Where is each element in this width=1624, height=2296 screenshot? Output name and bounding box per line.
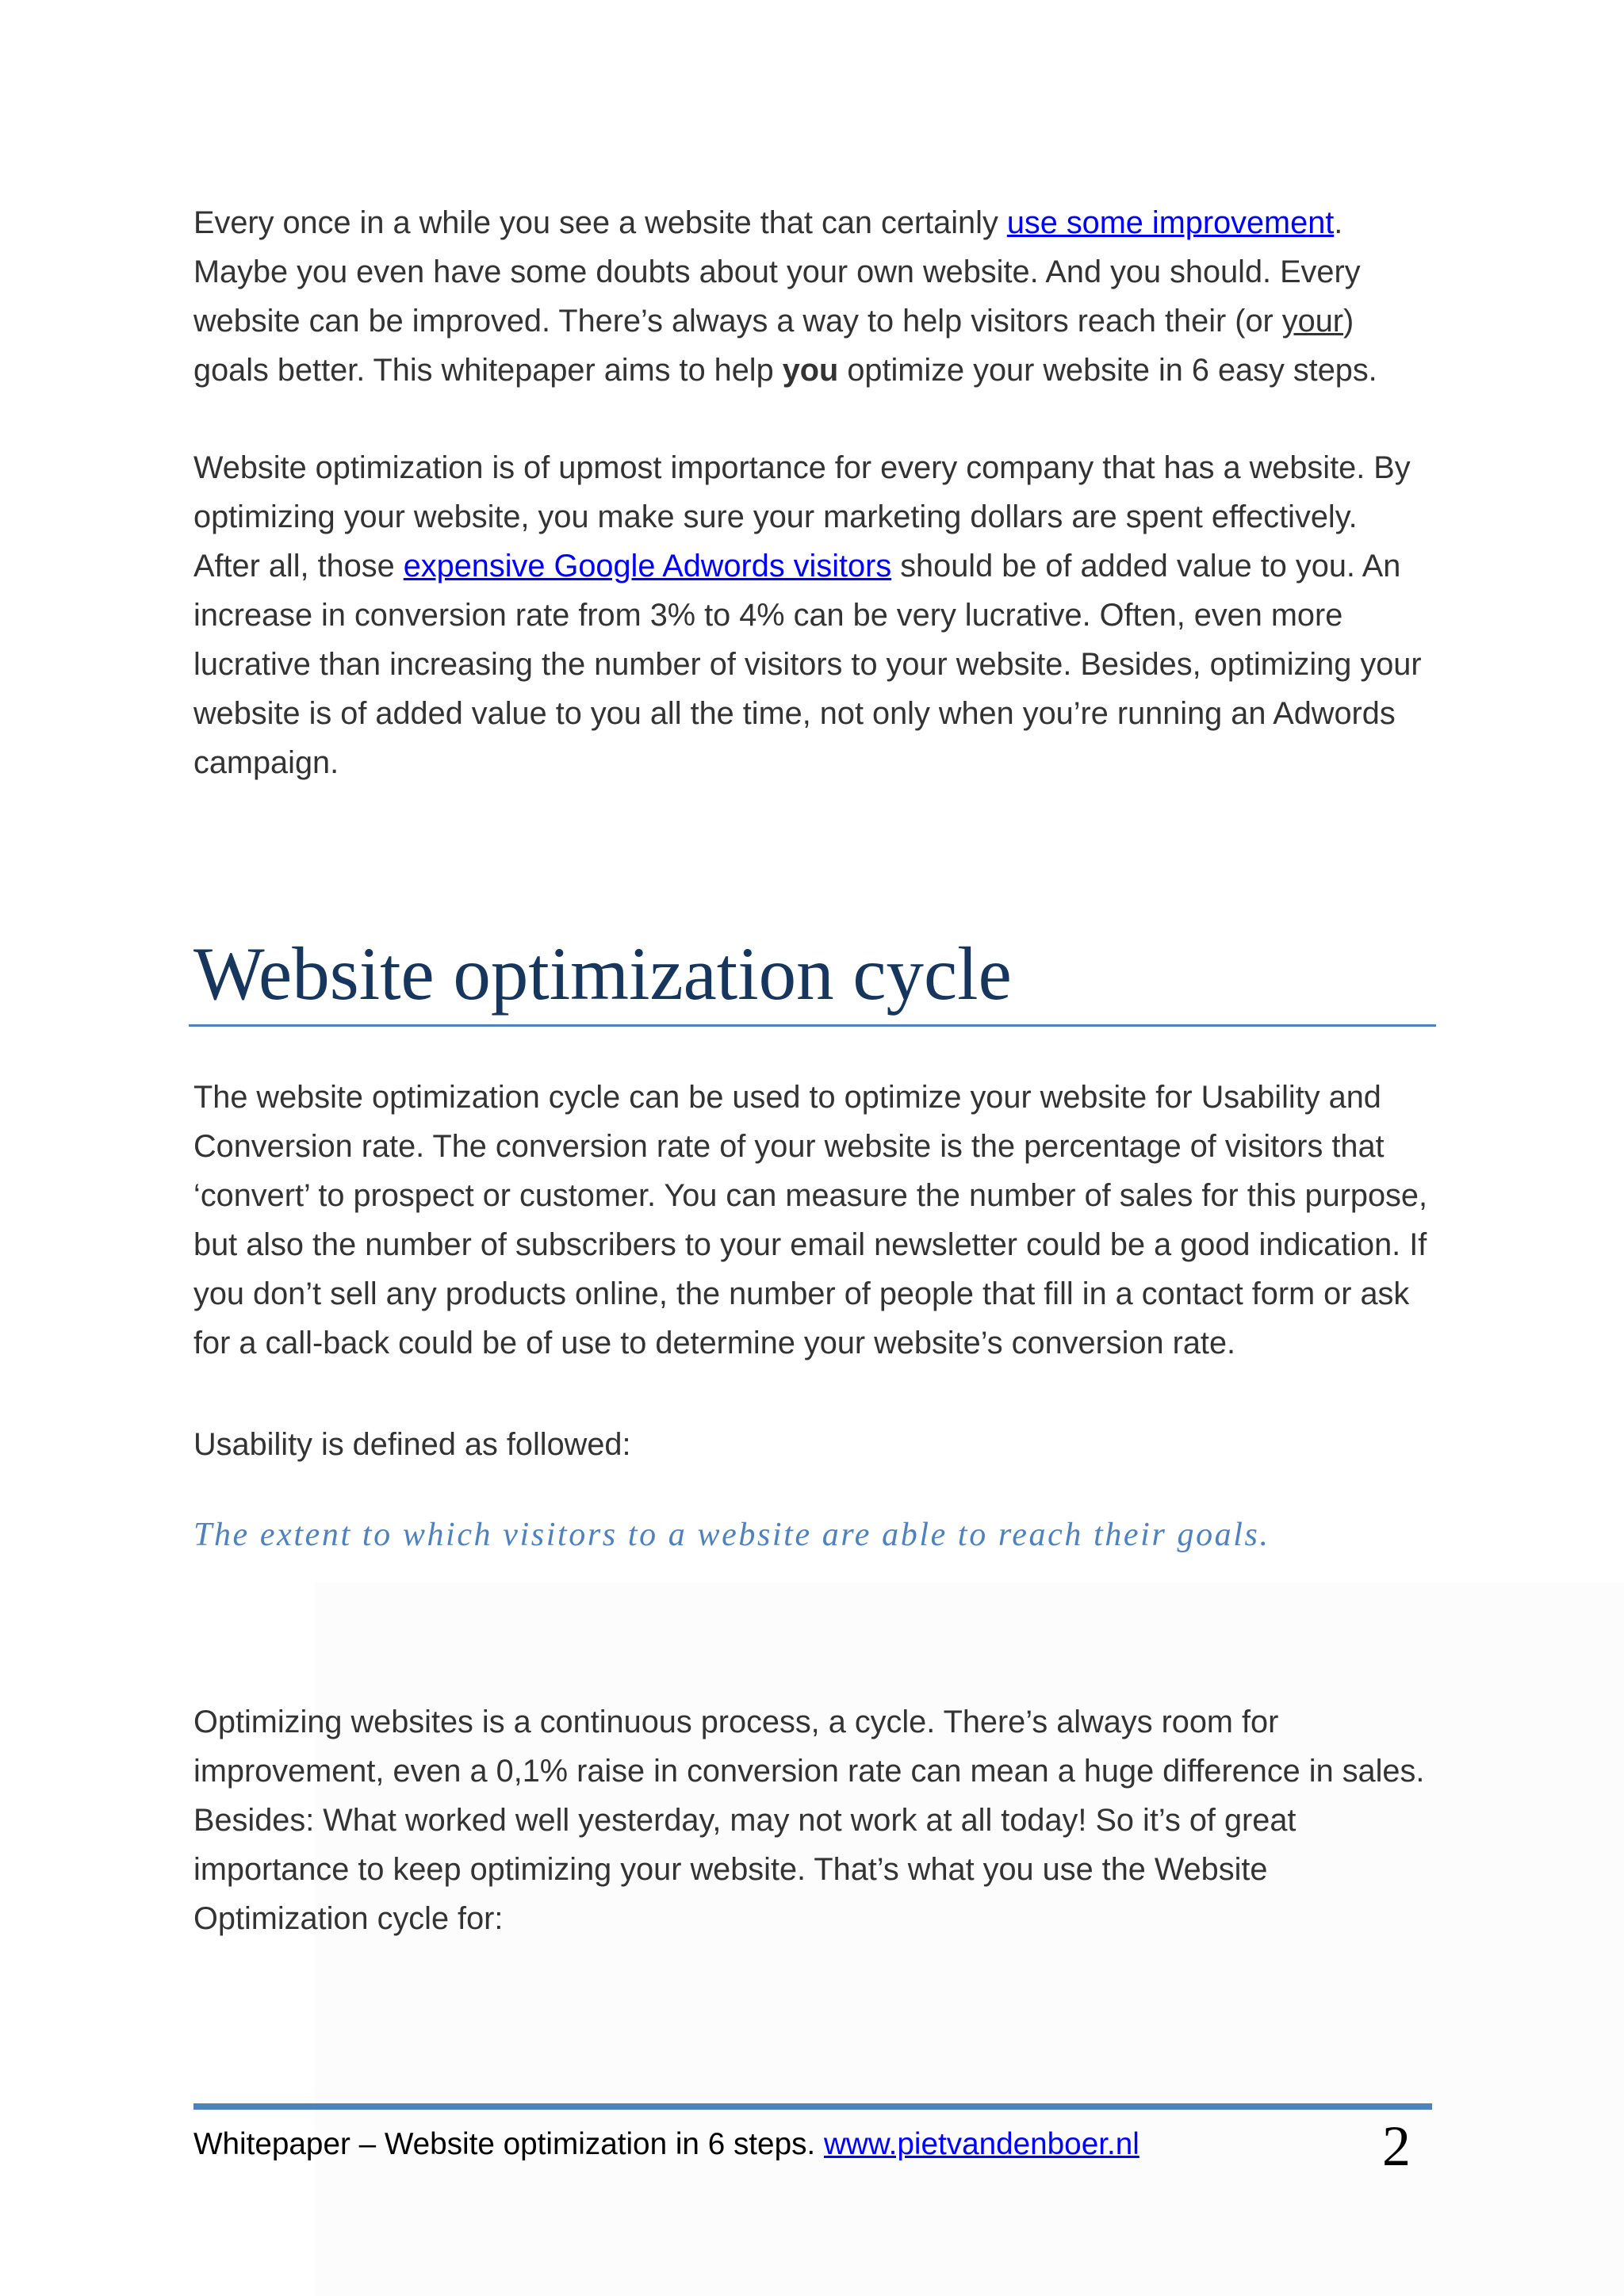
continuous-process-paragraph [193,1697,1424,1943]
page-number: 2 [1382,2114,1411,2178]
bold-word: you [782,353,839,388]
paragraph-line [193,346,1377,395]
section-heading: Website optimization cycle [193,932,1012,1016]
footer-text [193,2125,1139,2164]
text-run: optimize your website in 6 easy steps. [838,353,1377,388]
paragraph-line: The website optimization cycle can be used to optimize your website for Usability and [193,1080,1381,1115]
text-run: Every once in a while you see a website that can certainly [193,205,1007,240]
use-some-improvement-link[interactable]: use some improvement [1006,205,1335,240]
definition-quote: The extent to which visitors to a website are able to reach their goals. [193,1517,1270,1553]
paragraph-line [193,198,1377,247]
adwords-visitors-link[interactable]: expensive Google Adwords visitors [403,549,892,584]
underlined-word: your [1281,304,1344,339]
footer-rule [193,2103,1432,2110]
footer-title: Whitepaper – Website optimization in 6 steps. [193,2127,824,2161]
paragraph-line: increase in conversion rate from 3% to 4% can be very lucrative. Often, even more [193,598,1343,633]
text-run: goals better. This whitepaper aims to help [193,353,783,388]
paragraph-line: website is of added value to you all the time, not only when you’re running an Adwords [193,696,1396,731]
paragraph-line: for a call-back could be of use to determine your website’s conversion rate. [193,1326,1236,1360]
paragraph-line: lucrative than increasing the number of visitors to your website. Besides, optimizing your [193,647,1422,682]
paragraph-line: ‘convert’ to prospect or customer. You can measure the number of sales for this purpose, [193,1178,1427,1213]
paragraph-line: Website optimization is of upmost importance for every company that has a website. By [193,450,1411,485]
paragraph-line: optimizing your website, you make sure your marketing dollars are spent effectively. [193,499,1358,534]
text-run: should be of added value to you. An [891,549,1401,584]
heading-underline-rule [189,1024,1436,1027]
paragraph-line: improvement, even a 0,1% raise in conversion rate can mean a huge difference in sales. [193,1754,1425,1789]
paragraph-line: Maybe you even have some doubts about your own website. And you should. Every [193,254,1361,289]
cycle-paragraph [193,1073,1427,1368]
text-run: ) [1343,304,1354,339]
text-run: After all, those [193,549,404,584]
paragraph-line: campaign. [193,745,339,780]
text-run: website can be improved. There’s always a way to help visitors reach their (or [193,304,1282,339]
paragraph-line: Optimizing websites is a continuous process, a cycle. There’s always room for [193,1705,1279,1739]
paragraph-line: importance to keep optimizing your website. That’s what you use the Website [193,1852,1268,1887]
paragraph-line: but also the number of subscribers to your email newsletter could be a good indication. If [193,1227,1427,1262]
paragraph-line: you don’t sell any products online, the number of people that fill in a contact form or ask [193,1276,1410,1311]
intro-paragraph [193,198,1377,395]
paragraph-line [193,541,1422,591]
importance-paragraph [193,443,1422,787]
paragraph-line [193,297,1377,346]
paragraph-line: Usability is defined as followed: [193,1427,631,1462]
paragraph-line: Optimization cycle for: [193,1901,504,1936]
footer-website-link[interactable]: www.pietvandenboer.nl [823,2127,1139,2161]
paragraph-line: Conversion rate. The conversion rate of your website is the percentage of visitors that [193,1129,1385,1164]
usability-intro-paragraph [193,1420,631,1469]
paragraph-line: Besides: What worked well yesterday, may not work at all today! So it’s of great [193,1803,1297,1838]
text-run: . [1334,205,1343,240]
